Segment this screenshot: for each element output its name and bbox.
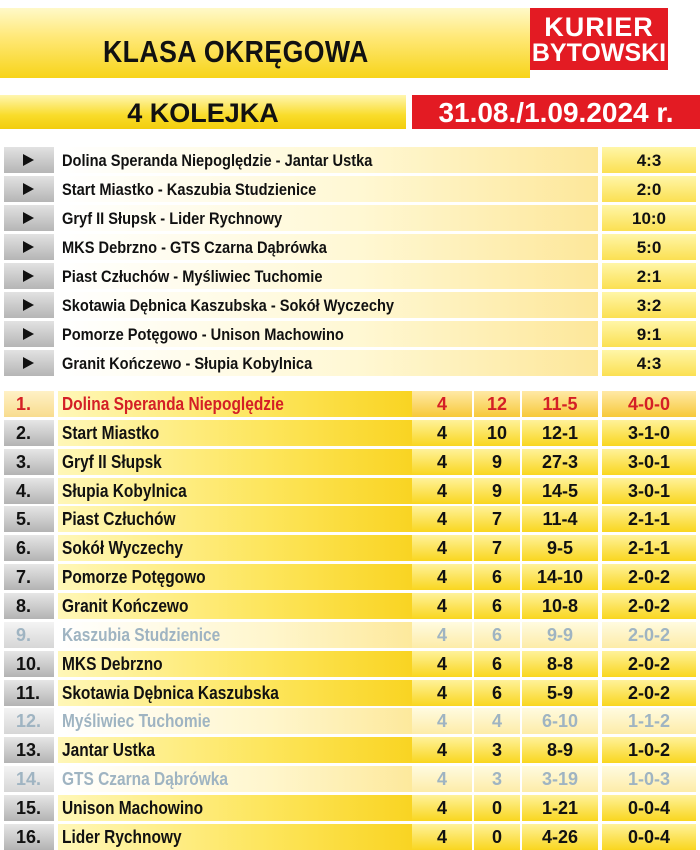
- goals-cell: [522, 535, 598, 561]
- points-cell: [474, 449, 520, 475]
- points: 6: [491, 683, 502, 703]
- match-fixture: MKS Debrzno - GTS Czarna Dąbrówka: [62, 238, 327, 257]
- goals: 11-5: [542, 394, 578, 414]
- position: 4.: [16, 481, 32, 501]
- games-cell: [412, 506, 472, 532]
- points-cell: [474, 680, 520, 706]
- team-cell: [58, 651, 412, 677]
- games-played: 4: [436, 683, 447, 703]
- team-cell: [58, 680, 412, 706]
- play-triangle-icon: [23, 212, 34, 224]
- win-draw-loss: 2-0-2: [627, 567, 671, 587]
- team-cell: [58, 708, 412, 734]
- record-cell: [602, 478, 696, 504]
- match-fixture-cell: [58, 321, 598, 347]
- record-cell: [602, 420, 696, 446]
- match-score-cell: [602, 321, 696, 347]
- play-triangle-icon: [23, 299, 34, 311]
- points-cell: [474, 708, 520, 734]
- position: 14.: [16, 769, 42, 789]
- play-triangle-icon: [23, 270, 34, 282]
- table-row: [0, 564, 700, 590]
- match-marker: [4, 234, 54, 260]
- points: 10: [486, 423, 508, 443]
- position-cell: [4, 420, 54, 446]
- position-cell: [4, 564, 54, 590]
- position: 2.: [16, 423, 32, 443]
- team-cell: [58, 449, 412, 475]
- match-row: [0, 176, 700, 202]
- points: 0: [491, 798, 502, 818]
- match-fixture-cell: [58, 263, 598, 289]
- position: 16.: [16, 827, 42, 847]
- match-fixture-cell: [58, 205, 598, 231]
- goals-cell: [522, 737, 598, 763]
- page-title: KLASA OKRĘGOWA: [103, 34, 369, 69]
- win-draw-loss: 2-0-2: [627, 596, 671, 616]
- round-banner: [0, 95, 406, 129]
- games-played: 4: [436, 423, 447, 443]
- team-cell: [58, 478, 412, 504]
- team-name: Unison Machowino: [62, 798, 204, 818]
- win-draw-loss: 0-0-4: [627, 827, 671, 847]
- table-row: [0, 622, 700, 648]
- team-name: Piast Człuchów: [62, 509, 176, 529]
- points-cell: [474, 622, 520, 648]
- goals: 4-26: [541, 827, 579, 847]
- win-draw-loss: 2-1-1: [627, 538, 671, 558]
- points: 7: [491, 538, 502, 558]
- goals-cell: [522, 680, 598, 706]
- date-banner: [412, 95, 700, 129]
- goals: 11-4: [542, 509, 578, 529]
- match-score: 4:3: [636, 354, 662, 373]
- win-draw-loss: 3-1-0: [627, 423, 671, 443]
- goals-cell: [522, 766, 598, 792]
- team-name: Start Miastko: [62, 423, 160, 443]
- points-cell: [474, 737, 520, 763]
- match-marker: [4, 350, 54, 376]
- games-played: 4: [436, 596, 447, 616]
- match-row: [0, 234, 700, 260]
- table-row: [0, 795, 700, 821]
- table-row: [0, 680, 700, 706]
- match-fixture-cell: [58, 350, 598, 376]
- win-draw-loss: 2-0-2: [627, 654, 671, 674]
- games-cell: [412, 593, 472, 619]
- record-cell: [602, 391, 696, 417]
- team-cell: [58, 593, 412, 619]
- goals: 8-8: [546, 654, 573, 674]
- match-score: 2:1: [636, 267, 662, 286]
- position-cell: [4, 506, 54, 532]
- points-cell: [474, 824, 520, 850]
- table-row: [0, 535, 700, 561]
- points-cell: [474, 420, 520, 446]
- match-score: 9:1: [636, 325, 662, 344]
- team-name: GTS Czarna Dąbrówka: [62, 769, 229, 789]
- goals-cell: [522, 420, 598, 446]
- record-cell: [602, 737, 696, 763]
- team-name: Słupia Kobylnica: [62, 481, 187, 501]
- position: 10.: [16, 654, 42, 674]
- position-cell: [4, 737, 54, 763]
- goals-cell: [522, 449, 598, 475]
- position-cell: [4, 824, 54, 850]
- position: 3.: [16, 452, 32, 472]
- games-played: 4: [436, 827, 447, 847]
- games-cell: [412, 737, 472, 763]
- win-draw-loss: 2-1-1: [627, 509, 671, 529]
- match-score-cell: [602, 176, 696, 202]
- team-name: Skotawia Dębnica Kaszubska: [62, 683, 279, 703]
- games-played: 4: [436, 452, 447, 472]
- position: 15.: [16, 798, 42, 818]
- record-cell: [602, 622, 696, 648]
- match-marker: [4, 205, 54, 231]
- games-cell: [412, 766, 472, 792]
- record-cell: [602, 564, 696, 590]
- games-played: 4: [436, 509, 447, 529]
- position: 12.: [16, 711, 42, 731]
- goals: 9-9: [546, 625, 573, 645]
- games-played: 4: [436, 740, 447, 760]
- games-played: 4: [436, 481, 447, 501]
- table-row: [0, 737, 700, 763]
- table-row: [0, 478, 700, 504]
- table-row: [0, 593, 700, 619]
- win-draw-loss: 0-0-4: [627, 798, 671, 818]
- team-name: Lider Rychnowy: [62, 827, 182, 847]
- match-fixture: Dolina Speranda Niepoględzie - Jantar Ustka: [62, 151, 373, 170]
- position-cell: [4, 766, 54, 792]
- table-row: [0, 651, 700, 677]
- match-score-cell: [602, 350, 696, 376]
- record-cell: [602, 708, 696, 734]
- points: 9: [491, 481, 502, 501]
- games-cell: [412, 708, 472, 734]
- round-date: 31.08./1.09.2024 r.: [438, 97, 674, 128]
- goals-cell: [522, 622, 598, 648]
- goals-cell: [522, 478, 598, 504]
- round-label: 4 KOLEJKA: [127, 98, 279, 128]
- match-fixture: Gryf II Słupsk - Lider Rychnowy: [62, 209, 283, 228]
- position-cell: [4, 449, 54, 475]
- position-cell: [4, 708, 54, 734]
- games-cell: [412, 651, 472, 677]
- points-cell: [474, 391, 520, 417]
- record-cell: [602, 535, 696, 561]
- match-fixture-cell: [58, 147, 598, 173]
- record-cell: [602, 824, 696, 850]
- match-marker: [4, 147, 54, 173]
- play-triangle-icon: [23, 357, 34, 369]
- match-score-cell: [602, 234, 696, 260]
- position-cell: [4, 651, 54, 677]
- games-played: 4: [436, 711, 447, 731]
- goals: 12-1: [541, 423, 579, 443]
- games-cell: [412, 680, 472, 706]
- match-fixture-cell: [58, 234, 598, 260]
- goals-cell: [522, 651, 598, 677]
- title-banner: [0, 8, 530, 78]
- goals: 5-9: [546, 683, 573, 703]
- match-row: [0, 263, 700, 289]
- goals: 8-9: [546, 740, 573, 760]
- games-cell: [412, 535, 472, 561]
- team-name: MKS Debrzno: [62, 654, 163, 674]
- win-draw-loss: 1-0-3: [627, 769, 671, 789]
- match-score-cell: [602, 205, 696, 231]
- record-cell: [602, 766, 696, 792]
- match-fixture: Pomorze Potęgowo - Unison Machowino: [62, 325, 344, 344]
- match-marker: [4, 263, 54, 289]
- goals-cell: [522, 391, 598, 417]
- logo-line-2: BYTOWSKI: [531, 39, 667, 67]
- team-name: Pomorze Potęgowo: [62, 567, 206, 587]
- points-cell: [474, 535, 520, 561]
- record-cell: [602, 795, 696, 821]
- points-cell: [474, 593, 520, 619]
- goals: 14-5: [541, 481, 579, 501]
- goals-cell: [522, 708, 598, 734]
- points: 3: [491, 740, 502, 760]
- match-score: 3:2: [636, 296, 662, 315]
- match-marker: [4, 292, 54, 318]
- team-cell: [58, 420, 412, 446]
- win-draw-loss: 2-0-2: [627, 625, 671, 645]
- match-fixture: Granit Kończewo - Słupia Kobylnica: [62, 354, 313, 373]
- match-fixture: Start Miastko - Kaszubia Studzienice: [62, 180, 317, 199]
- record-cell: [602, 593, 696, 619]
- match-row: [0, 350, 700, 376]
- match-score: 4:3: [636, 151, 662, 170]
- goals: 9-5: [546, 538, 573, 558]
- position: 6.: [16, 538, 32, 558]
- match-row: [0, 147, 700, 173]
- match-marker: [4, 321, 54, 347]
- win-draw-loss: 2-0-2: [627, 683, 671, 703]
- points-cell: [474, 651, 520, 677]
- goals-cell: [522, 795, 598, 821]
- games-cell: [412, 420, 472, 446]
- points: 6: [491, 625, 502, 645]
- position-cell: [4, 680, 54, 706]
- points: 3: [491, 769, 502, 789]
- win-draw-loss: 3-0-1: [627, 481, 671, 501]
- points-cell: [474, 795, 520, 821]
- games-played: 4: [436, 625, 447, 645]
- team-name: Sokół Wyczechy: [62, 538, 184, 558]
- team-name: Kaszubia Studzienice: [62, 625, 221, 645]
- points: 9: [491, 452, 502, 472]
- table-row: [0, 449, 700, 475]
- games-cell: [412, 449, 472, 475]
- games-cell: [412, 478, 472, 504]
- match-row: [0, 321, 700, 347]
- play-triangle-icon: [23, 183, 34, 195]
- points-cell: [474, 766, 520, 792]
- match-score: 10:0: [631, 209, 667, 228]
- position: 1.: [16, 394, 32, 414]
- goals-cell: [522, 824, 598, 850]
- match-score-cell: [602, 292, 696, 318]
- points: 6: [491, 567, 502, 587]
- position: 11.: [16, 683, 41, 703]
- team-cell: [58, 506, 412, 532]
- play-triangle-icon: [23, 154, 34, 166]
- team-name: Jantar Ustka: [62, 740, 155, 760]
- match-row: [0, 205, 700, 231]
- games-played: 4: [436, 769, 447, 789]
- match-marker: [4, 176, 54, 202]
- team-name: Myśliwiec Tuchomie: [62, 711, 211, 731]
- position: 8.: [16, 596, 32, 616]
- play-triangle-icon: [23, 328, 34, 340]
- goals-cell: [522, 593, 598, 619]
- team-name: Dolina Speranda Niepoględzie: [62, 394, 284, 414]
- match-score-cell: [602, 147, 696, 173]
- games-played: 4: [436, 798, 447, 818]
- points: 7: [491, 509, 502, 529]
- team-cell: [58, 766, 412, 792]
- goals-cell: [522, 564, 598, 590]
- games-cell: [412, 564, 472, 590]
- games-played: 4: [436, 654, 447, 674]
- match-row: [0, 292, 700, 318]
- games-played: 4: [436, 538, 447, 558]
- goals-cell: [522, 506, 598, 532]
- team-cell: [58, 535, 412, 561]
- position: 7.: [16, 567, 32, 587]
- record-cell: [602, 680, 696, 706]
- record-cell: [602, 506, 696, 532]
- match-fixture-cell: [58, 292, 598, 318]
- logo-line-1: KURIER: [544, 12, 654, 42]
- win-draw-loss: 1-0-2: [627, 740, 671, 760]
- match-fixture: Piast Człuchów - Myśliwiec Tuchomie: [62, 267, 323, 286]
- win-draw-loss: 4-0-0: [627, 394, 671, 414]
- win-draw-loss: 3-0-1: [627, 452, 671, 472]
- match-score: 2:0: [636, 180, 662, 199]
- goals: 6-10: [541, 711, 579, 731]
- games-cell: [412, 824, 472, 850]
- points: 6: [491, 596, 502, 616]
- points-cell: [474, 564, 520, 590]
- games-cell: [412, 622, 472, 648]
- points: 4: [491, 711, 502, 731]
- position-cell: [4, 795, 54, 821]
- points: 6: [491, 654, 502, 674]
- points: 12: [486, 394, 508, 414]
- position: 9.: [16, 625, 32, 645]
- goals: 3-19: [541, 769, 579, 789]
- record-cell: [602, 651, 696, 677]
- points-cell: [474, 506, 520, 532]
- points: 0: [491, 827, 502, 847]
- team-name: Granit Kończewo: [62, 596, 189, 616]
- position: 13.: [16, 740, 42, 760]
- match-score: 5:0: [636, 238, 662, 257]
- games-cell: [412, 795, 472, 821]
- play-triangle-icon: [23, 241, 34, 253]
- position: 5.: [16, 509, 32, 529]
- position-cell: [4, 593, 54, 619]
- goals: 10-8: [541, 596, 579, 616]
- record-cell: [602, 449, 696, 475]
- position-cell: [4, 535, 54, 561]
- match-score-cell: [602, 263, 696, 289]
- games-played: 4: [436, 394, 447, 414]
- goals: 1-21: [541, 798, 579, 818]
- table-row: [0, 391, 700, 417]
- match-fixture: Skotawia Dębnica Kaszubska - Sokół Wyczechy: [62, 296, 395, 315]
- team-cell: [58, 391, 412, 417]
- goals: 27-3: [541, 452, 579, 472]
- team-cell: [58, 737, 412, 763]
- games-played: 4: [436, 567, 447, 587]
- team-cell: [58, 564, 412, 590]
- team-name: Gryf II Słupsk: [62, 452, 162, 472]
- position-cell: [4, 622, 54, 648]
- points-cell: [474, 478, 520, 504]
- team-cell: [58, 622, 412, 648]
- team-cell: [58, 824, 412, 850]
- kurier-bytowski-logo: [530, 8, 668, 70]
- table-row: [0, 708, 700, 734]
- table-row: [0, 824, 700, 850]
- win-draw-loss: 1-1-2: [627, 711, 671, 731]
- position-cell: [4, 391, 54, 417]
- team-cell: [58, 795, 412, 821]
- goals: 14-10: [536, 567, 584, 587]
- table-row: [0, 766, 700, 792]
- games-cell: [412, 391, 472, 417]
- table-row: [0, 506, 700, 532]
- position-cell: [4, 478, 54, 504]
- match-fixture-cell: [58, 176, 598, 202]
- table-row: [0, 420, 700, 446]
